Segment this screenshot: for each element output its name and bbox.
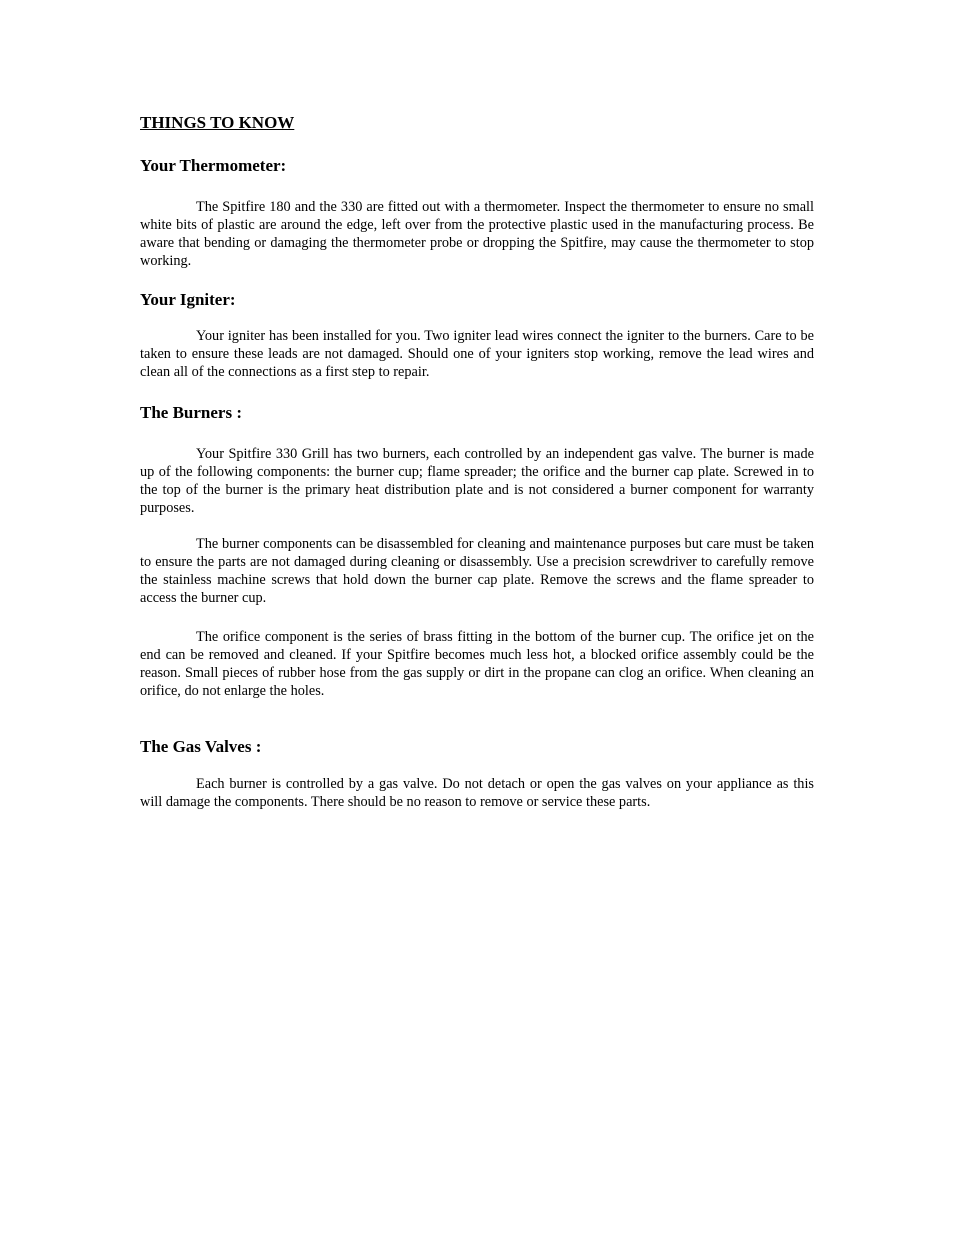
document-title: THINGS TO KNOW — [140, 113, 295, 132]
heading-thermometer: Your Thermometer: — [140, 156, 287, 175]
paragraph-burners-1: Your Spitfire 330 Grill has two burners, each controlled by an independent gas valve. The burner is made up of the following components: the burner cup; flame spreader; the orifice and the burner cap plate. Screwed in to the top of the burner is the primary heat distribution plate and is not considered a burner component for warranty purposes. — [140, 446, 814, 516]
paragraph-gas-valves: Each burner is controlled by a gas valve. Do not detach or open the gas valves on your appliance as this will damage the components. There should be no reason to remove or service these parts. — [140, 776, 814, 810]
paragraph-burners-2: The burner components can be disassembled for cleaning and maintenance purposes but care must be taken to ensure the parts are not damaged during cleaning or disassembly. Use a precision screwdriver to carefully remove the stainless machine screws that hold down the burner cap plate. Remove the screws and the flame spreader to access the burner cup. — [140, 536, 814, 606]
paragraph-thermometer: The Spitfire 180 and the 330 are fitted out with a thermometer. Inspect the thermometer to ensure no small white bits of plastic are around the edge, left over from the protective plastic used in the manufacturing process. Be aware that bending or damaging the thermometer probe or dropping the Spitfire, may cause the thermometer to stop working. — [140, 199, 814, 269]
heading-burners: The Burners : — [140, 403, 242, 422]
heading-igniter: Your Igniter: — [140, 290, 236, 309]
paragraph-igniter: Your igniter has been installed for you. Two igniter lead wires connect the igniter to the burners. Care to be taken to ensure these leads are not damaged. Should one of your igniters stop working, remove the lead wires and clean all of the connections as a first step to repair. — [140, 328, 814, 380]
heading-gas-valves: The Gas Valves : — [140, 737, 262, 756]
paragraph-burners-3: The orifice component is the series of brass fitting in the bottom of the burner cup. The orifice jet on the end can be removed and cleaned. If your Spitfire becomes much less hot, a blocked orifice assembly could be the reason. Small pieces of rubber hose from the gas supply or dirt in the propane can clog an orifice. When cleaning an orifice, do not enlarge the holes. — [140, 629, 814, 699]
